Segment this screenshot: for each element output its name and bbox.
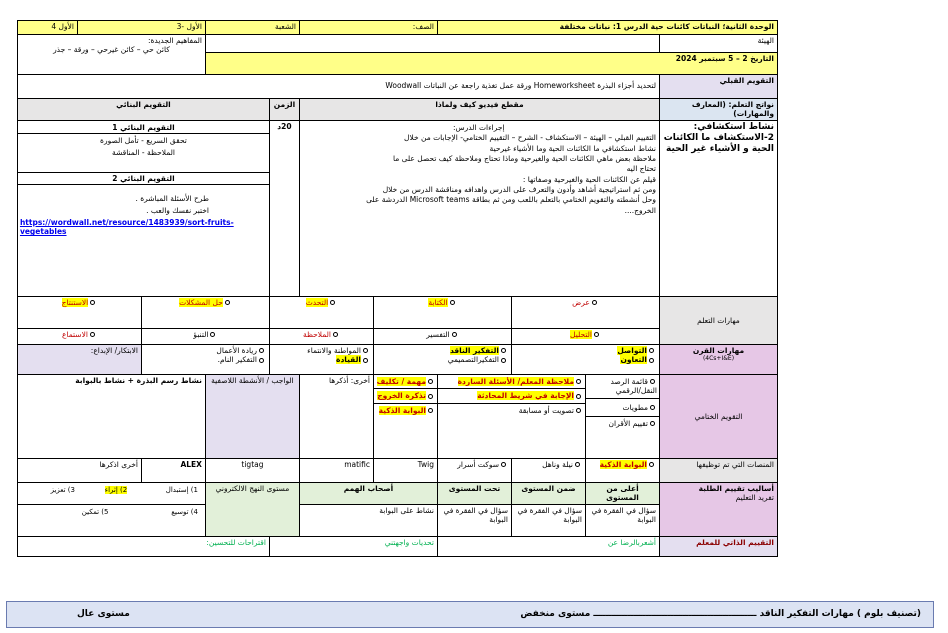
platform-cell [373, 458, 437, 482]
skill-cell [141, 328, 269, 344]
summative-col-1 [586, 374, 660, 458]
skill-cell [373, 328, 511, 344]
procedure-line: ملاحظة بعض ماهي الكائنات الحية والغيرحية وماذا تحتاج وملاحظة كيف تحصل على ما [392, 153, 656, 163]
formative-cell [17, 120, 269, 296]
platform-item: نيلة وناهل [542, 459, 573, 469]
video-label: مقطع فيديو كيف ولماذا [299, 99, 659, 121]
platform-item: ALEX [180, 459, 202, 469]
level-value: سؤال في الفقرة في البوابة [586, 504, 660, 536]
procedure-line: تحتاج اليه [626, 164, 656, 174]
summative-col-2 [437, 374, 585, 458]
summative-item: تقييم الأقران [608, 418, 648, 428]
level-value: نشاط على البوابة [299, 504, 437, 536]
levels-label: أساليب تقييم الطلبة [698, 483, 774, 493]
level-header: أصحاب الهمم [299, 482, 437, 504]
platform-cell [437, 458, 511, 482]
preparation-value [205, 35, 659, 53]
self-eval-label: التقييم الذاتي للمعلم [660, 536, 778, 556]
skill-cell [17, 296, 141, 328]
new-concepts-cell [17, 35, 205, 75]
formative-2-line: طرح الأسئلة المباشرة . [135, 194, 209, 204]
skill-cell [269, 296, 373, 328]
platform-item: matific [344, 459, 370, 469]
homework-value: نشاط رسم البذرة + نشاط بالبوابة [17, 374, 205, 458]
century-item: التعاون [620, 355, 647, 365]
preparation-label: الهيئة [660, 35, 778, 53]
skill-item: الكتابة [428, 297, 448, 307]
century-creativity: الابتكار/ الإبداع: [17, 344, 141, 374]
formative-2-line: اختبر نفسك والعب . [146, 205, 209, 215]
century-item: التفكير النام. [217, 355, 257, 365]
platform-item: سوكت أسرار [457, 459, 499, 469]
level-value: سؤال في الفقرة في البوابة [437, 504, 511, 536]
platform-cell [205, 458, 299, 482]
century-item: التواصل [617, 345, 647, 355]
summative-item: البوابة الذكية [378, 405, 426, 415]
procedure-line: التقييم القبلي – الهيئة – الاستكشاف - الشرح – التقييم الختامي- الإجابات من خلال [404, 133, 656, 143]
nahj-row-1 [17, 482, 205, 504]
level-header: ضمن المستوى [512, 482, 586, 504]
bloom-left-text: (تصنيف بلوم ) مهارات التفكير الناقد ـــــــــــــــــــــــــــــــــــــــــــــــــــــ مستوى منخفض [520, 609, 921, 619]
formative-2-title: التقويم البنائي 2 [18, 172, 269, 185]
self-eval-suggestions: اقتراحات للتحسين: [17, 536, 269, 556]
skill-item: عرض [572, 297, 590, 307]
platform-cell [299, 458, 373, 482]
century-skills-label-cell [660, 344, 778, 374]
skill-item: الملاحظة [302, 329, 331, 339]
century-skills-label: مهارات القرن [692, 345, 745, 355]
section-label: الشعبة [205, 21, 299, 35]
summative-item: قائمة الرصد [610, 376, 648, 386]
lesson-plan-table [17, 20, 778, 557]
skill-item: التفسير [426, 329, 450, 339]
platform-item: أخرى اذكرها [99, 459, 138, 469]
skill-cell [373, 296, 511, 328]
summative-item: تذكرة الخروج [377, 391, 426, 401]
procedure-line: قيلم عن الكائنات الحية والغيرحية وصفاتها : [522, 174, 656, 184]
date: التاريخ 2 – 5 سبتمبر 2024 [205, 53, 777, 75]
skill-cell [269, 328, 373, 344]
procedure-line: الخروج.... [624, 205, 656, 215]
formative-label: التقويم البنائي [17, 99, 269, 121]
platform-item: البوابة الذكية [599, 459, 647, 469]
class-label: الصف: [299, 21, 437, 35]
procedure-line: نشاط استكشافي ما الكائنات الحية وما الأشياء غيرحية [489, 143, 656, 153]
skill-cell [512, 296, 660, 328]
section-value-1: الأول -3 [77, 21, 205, 35]
skill-item: التنبؤ [193, 329, 209, 339]
level-value: سؤال في الفقرة في البوابة [512, 504, 586, 536]
platform-cell [17, 458, 141, 482]
skill-item: حل المشكلات [179, 297, 223, 307]
platform-cell [586, 458, 660, 482]
activity-title: نشاط استكشافي: [693, 121, 774, 132]
summative-item: ملاحظة المعلم/ الأسئلة الساردة [457, 376, 574, 386]
century-cell [269, 344, 373, 374]
outcomes-label: نواتج التعلم: (المعارف والمهارات) [660, 99, 778, 121]
section-value-2: الأول 4 [17, 21, 77, 35]
nahj-label: مستوى النهج الالكتروني [205, 482, 299, 536]
activity-cell [660, 120, 778, 296]
nahj-item: 2) إثراء [104, 485, 128, 494]
century-cell [141, 344, 269, 374]
summative-other: أخرى: أذكرها [299, 374, 373, 458]
summative-item: مطويات [622, 402, 648, 412]
platforms-label: المنصات التي تم توظيفها [660, 458, 778, 482]
procedures-cell [299, 120, 659, 296]
nahj-row-2 [17, 504, 205, 536]
century-item: القيادة [336, 355, 361, 365]
century-item: التفكير الناقد [449, 345, 499, 355]
skill-item: الاستماع [61, 329, 88, 339]
wordwall-link[interactable] [18, 216, 269, 239]
prior-assessment-label: التقويم القبلي [660, 75, 778, 99]
summative-item: مهمة / تكليف [376, 376, 426, 386]
bloom-bar [6, 601, 934, 628]
prior-assessment-text: لتحديد أجزاء البذرة Homeworksheet ورقة عمل تغذية راجعة عن النباتات Woodwall [17, 75, 659, 99]
skill-cell [512, 328, 660, 344]
time-label: الزمن [269, 99, 299, 121]
summative-item: الإجابة في شريط المحادثة [477, 391, 574, 401]
new-concepts-label: المفاهيم الجديدة: [147, 36, 202, 45]
century-cell [373, 344, 511, 374]
nahj-item: 1) إستبدال [165, 485, 198, 494]
level-header: أعلى من المستوى [586, 482, 660, 504]
self-eval-satisfied: أشعربالرضا عن [437, 536, 659, 556]
century-item: التفكيرالتصميمي [447, 355, 499, 365]
platform-item: tigtag [241, 459, 264, 469]
summative-label: التقويم الختامي [660, 374, 778, 458]
levels-sublabel: تفريد التعليم [735, 493, 774, 503]
summative-col-3 [373, 374, 437, 458]
procedure-line: وحل أنشطته والتقويم الختامي بالتعلم باللعب ومن ثم بطاقة Microsoft teams الدردشة على [366, 195, 656, 205]
platform-item: Twig [417, 459, 434, 469]
formative-1-line: تحقق السريع - تأمل الصورة [100, 136, 187, 146]
level-header: تحت المستوى [437, 482, 511, 504]
summative-item: تصويت أو مسابقة [518, 405, 574, 415]
century-item: ريادة الأعمال [216, 345, 257, 355]
levels-label-cell [660, 482, 778, 536]
platform-cell [141, 458, 205, 482]
skills-label: مهارات التعلم [660, 296, 778, 344]
century-item: المواطنة والانتماء [307, 345, 361, 355]
nahj-item: 5) تمكين [81, 507, 109, 516]
skill-cell [141, 296, 269, 328]
summative-item: النقل/الرقمي [615, 386, 657, 396]
skill-item: التحدث [305, 297, 329, 307]
self-eval-challenges: تحديات واجهتني [269, 536, 437, 556]
wordwall-link-text[interactable]: https://wordwall.net/resource/1483939/sort-fruits-vegetables [19, 218, 234, 237]
platform-cell [512, 458, 586, 482]
lesson-plan [18, 20, 778, 557]
formative-1-line: الملاحظة - المناقشة [111, 147, 175, 157]
nahj-item: 3) تعزيز [50, 485, 76, 494]
formative-1-title: التقويم البنائي 1 [18, 122, 269, 134]
century-skills-sublabel: (4Cs+I&E) [702, 355, 735, 363]
nahj-item: 4) توسيع [171, 507, 198, 516]
unit-lesson: الوحدة الثانية؛ النباتات كائنات حية الدرس 1: نباتات مختلفة [437, 21, 777, 35]
skill-item: التحليل [570, 329, 592, 339]
new-concepts-value: كائن حي – كائن غيرحي – ورقة – جذر [53, 45, 170, 55]
skill-item: الاستنتاج [61, 297, 89, 307]
skill-cell [17, 328, 141, 344]
homework-label: الواجب / الأنشطة اللاصفية [205, 374, 299, 458]
activity-subtitle: 2-الاستكشاف ما الكائنات الحية و الأشياء غير الحية [663, 133, 774, 155]
procedure-line: ومن ثم استراتيجية أشاهد وأدون والتعرف على الدرس واهدافه ومناقشة الدرس من خلال [382, 185, 656, 194]
bloom-right-text: مستوى عال [77, 609, 130, 619]
procedures-label: إجراءات الدرس: [452, 122, 505, 132]
century-cell [512, 344, 660, 374]
activity-time: 20د [269, 120, 299, 296]
